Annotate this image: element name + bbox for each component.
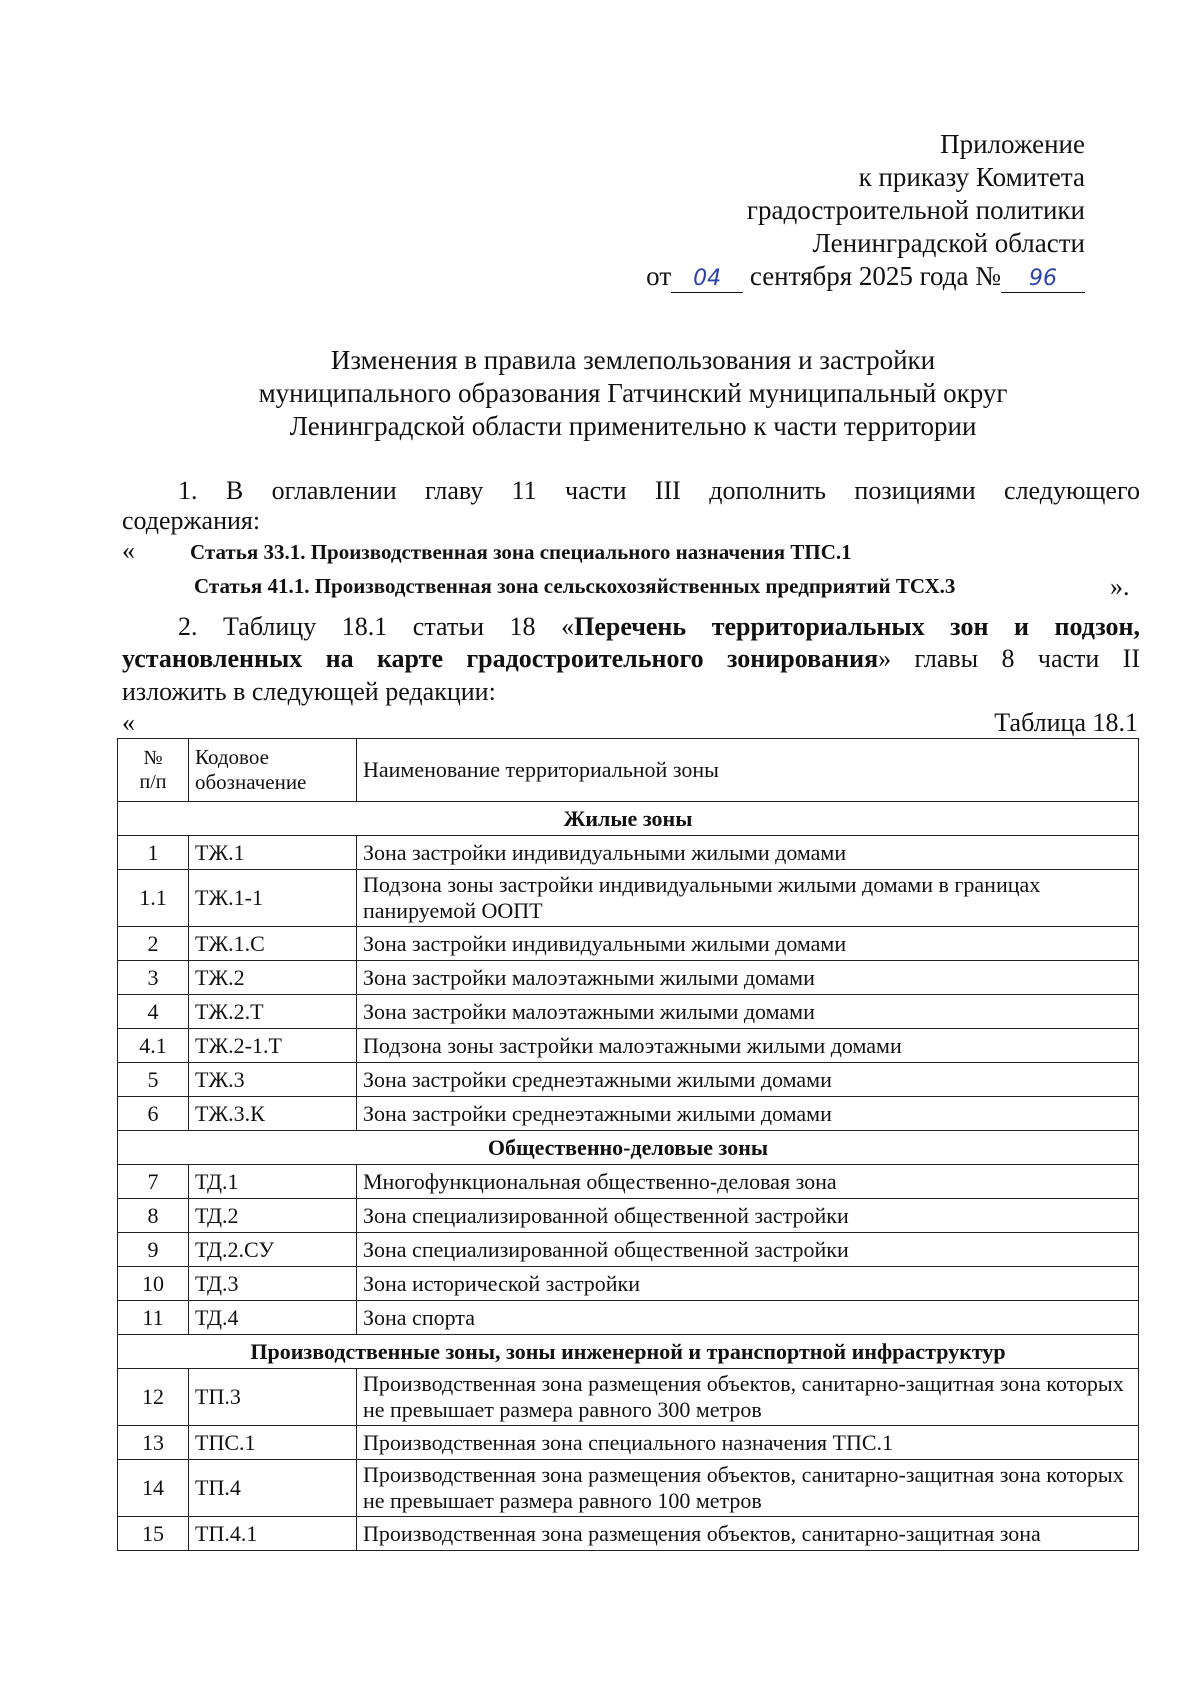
appendix-line-3: градостроительной политики — [746, 195, 1085, 225]
row-name: Многофункциональная общественно-деловая зона — [357, 1165, 1139, 1199]
table-group-row — [118, 1131, 1139, 1165]
date-middle: сентября 2025 года № — [749, 261, 1001, 291]
row-code: ТПС.1 — [189, 1426, 357, 1460]
row-name: Зона специализированной общественной застройки — [357, 1199, 1139, 1233]
table-row — [118, 1267, 1139, 1301]
row-code: ТЖ.3 — [189, 1063, 357, 1097]
header-name: Наименование территориальной зоны — [357, 739, 1139, 802]
row-num: 8 — [118, 1199, 189, 1233]
table-row — [118, 1199, 1139, 1233]
zones-table-body — [118, 802, 1139, 1551]
article-33-1-line: Статья 33.1. Производственная зона специального назначения ТПС.1 — [190, 540, 852, 564]
paragraph-2-bold-1: Перечень территориальных зон и подзон, — [574, 612, 1140, 641]
handwritten-order-number: 96 — [1001, 266, 1085, 293]
appendix-date-line — [646, 260, 1085, 293]
table-row — [118, 836, 1139, 870]
paragraph-2-end: » главы 8 части II — [878, 644, 1140, 673]
row-name: Зона застройки индивидуальными жилыми домами — [357, 836, 1139, 870]
row-code: ТД.1 — [189, 1165, 357, 1199]
row-num: 1 — [118, 836, 189, 870]
row-name: Зона застройки среднеэтажными жилыми домами — [357, 1063, 1139, 1097]
table-row — [118, 1233, 1139, 1267]
row-num: 2 — [118, 927, 189, 961]
row-name: Зона застройки малоэтажными жилыми домами — [357, 961, 1139, 995]
paragraph-2-start: 2. Таблицу 18.1 статьи 18 « — [178, 612, 575, 641]
row-code: ТЖ.1 — [189, 836, 357, 870]
table-row — [118, 1097, 1139, 1131]
row-code: ТП.4.1 — [189, 1517, 357, 1551]
table-caption: Таблица 18.1 — [994, 708, 1138, 737]
article-41-1-line: Статья 41.1. Производственная зона сельскохозяйственных предприятий ТСХ.3 — [194, 574, 956, 598]
row-name: Зона спорта — [357, 1301, 1139, 1335]
quote-close-1: ». — [1110, 572, 1130, 601]
document-title — [0, 344, 1200, 443]
paragraph-2-line-2 — [122, 644, 1140, 673]
header-code-line-2: обозначение — [195, 770, 307, 794]
quote-open-1: « — [122, 536, 135, 565]
table-row — [118, 1301, 1139, 1335]
table-group-row — [118, 1335, 1139, 1369]
table-row — [118, 995, 1139, 1029]
row-name: Производственная зона размещения объектов, санитарно-защитная зона — [357, 1517, 1139, 1551]
row-name: Производственная зона размещения объектов, санитарно-защитная зона которых не превышает размера равного 100 метров — [357, 1460, 1139, 1517]
table-row — [118, 1426, 1139, 1460]
table-header-row — [118, 739, 1139, 802]
title-line-1: Изменения в правила землепользования и застройки — [330, 345, 936, 375]
row-num: 14 — [118, 1460, 189, 1517]
row-code: ТЖ.2.Т — [189, 995, 357, 1029]
date-prefix: от — [646, 261, 672, 291]
row-num: 11 — [118, 1301, 189, 1335]
row-code: ТД.3 — [189, 1267, 357, 1301]
row-name: Производственная зона специального назначения ТПС.1 — [357, 1426, 1139, 1460]
appendix-header — [646, 128, 1085, 293]
header-num-line-1: № — [143, 747, 163, 769]
header-code — [189, 739, 357, 802]
appendix-line-1: Приложение — [940, 129, 1085, 159]
appendix-line-4: Ленинградской области — [812, 228, 1085, 258]
row-num: 10 — [118, 1267, 189, 1301]
table-row — [118, 961, 1139, 995]
group-title: Общественно-деловые зоны — [118, 1131, 1139, 1165]
quote-open-2: « — [122, 708, 135, 737]
row-code: ТП.3 — [189, 1369, 357, 1426]
table-row — [118, 1165, 1139, 1199]
table-row — [118, 870, 1139, 927]
row-num: 12 — [118, 1369, 189, 1426]
table-row — [118, 1517, 1139, 1551]
header-code-line-1: Кодовое — [195, 745, 269, 769]
row-code: ТД.2.СУ — [189, 1233, 357, 1267]
row-code: ТП.4 — [189, 1460, 357, 1517]
group-title: Производственные зоны, зоны инженерной и транспортной инфраструктур — [118, 1335, 1139, 1369]
paragraph-1-line-2: содержания: — [122, 506, 261, 535]
table-row — [118, 927, 1139, 961]
table-row — [118, 1369, 1139, 1426]
row-num: 15 — [118, 1517, 189, 1551]
paragraph-1-line-1: 1. В оглавлении главу 11 части III дополнить позициями следующего — [178, 476, 1140, 505]
row-num: 9 — [118, 1233, 189, 1267]
table-row — [118, 1029, 1139, 1063]
row-code: ТЖ.2 — [189, 961, 357, 995]
paragraph-2-line-3: изложить в следующей редакции: — [122, 677, 496, 706]
row-name: Подзона зоны застройки индивидуальными жилыми домами в границах панируемой ООПТ — [357, 870, 1139, 927]
row-num: 3 — [118, 961, 189, 995]
row-num: 4.1 — [118, 1029, 189, 1063]
row-num: 6 — [118, 1097, 189, 1131]
zones-table — [117, 738, 1139, 1551]
row-name: Зона специализированной общественной застройки — [357, 1233, 1139, 1267]
handwritten-day: 04 — [671, 266, 743, 293]
title-line-2: муниципального образования Гатчинский муниципальный округ — [258, 378, 1008, 408]
header-num-line-2: п/п — [139, 771, 167, 793]
table-group-row — [118, 802, 1139, 836]
row-name: Производственная зона размещения объектов, санитарно-защитная зона которых не превышает размера равного 300 метров — [357, 1369, 1139, 1426]
row-code: ТД.4 — [189, 1301, 357, 1335]
row-code: ТД.2 — [189, 1199, 357, 1233]
header-num — [118, 739, 189, 802]
appendix-line-2: к приказу Комитета — [858, 162, 1085, 192]
table-row — [118, 1063, 1139, 1097]
row-code: ТЖ.3.К — [189, 1097, 357, 1131]
row-name: Подзона зоны застройки малоэтажными жилыми домами — [357, 1029, 1139, 1063]
row-name: Зона застройки среднеэтажными жилыми домами — [357, 1097, 1139, 1131]
row-num: 5 — [118, 1063, 189, 1097]
row-num: 13 — [118, 1426, 189, 1460]
row-code: ТЖ.2-1.Т — [189, 1029, 357, 1063]
table-row — [118, 1460, 1139, 1517]
row-name: Зона застройки индивидуальными жилыми домами — [357, 927, 1139, 961]
row-code: ТЖ.1.С — [189, 927, 357, 961]
row-num: 7 — [118, 1165, 189, 1199]
group-title: Жилые зоны — [118, 802, 1139, 836]
row-name: Зона исторической застройки — [357, 1267, 1139, 1301]
row-num: 1.1 — [118, 870, 189, 927]
paragraph-2-bold-2: установленных на карте градостроительного зонирования — [122, 644, 879, 673]
row-name: Зона застройки малоэтажными жилыми домами — [357, 995, 1139, 1029]
paragraph-2-line-1 — [122, 612, 1140, 641]
row-code: ТЖ.1-1 — [189, 870, 357, 927]
title-line-3: Ленинградской области применительно к части территории — [289, 411, 977, 441]
row-num: 4 — [118, 995, 189, 1029]
